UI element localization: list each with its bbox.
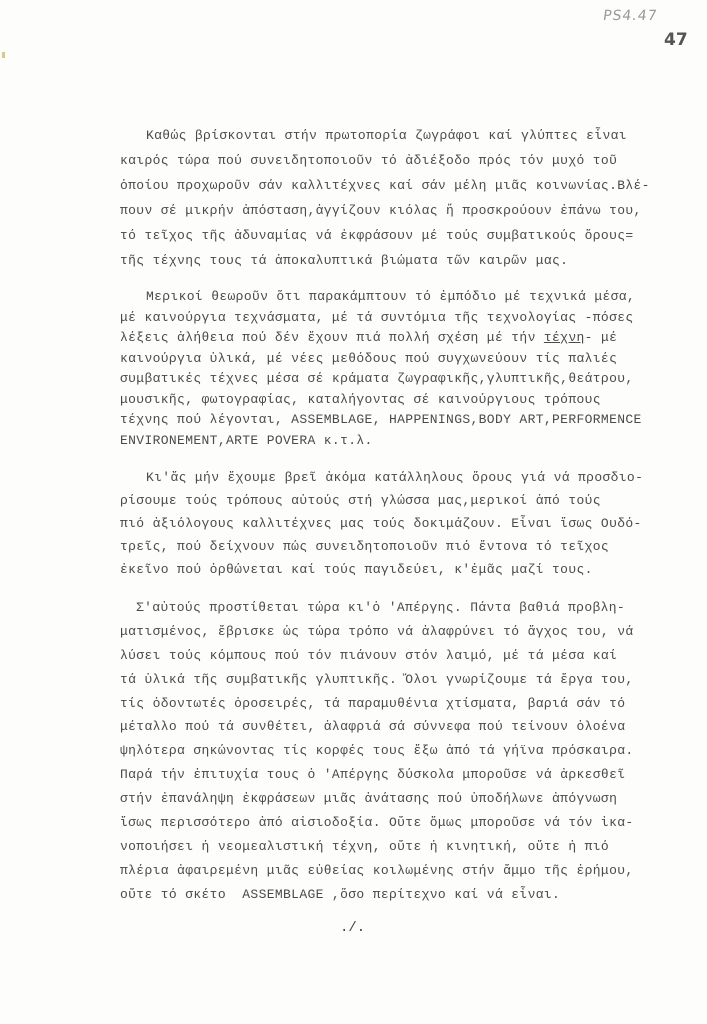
- text-line: μέταλλο πού τά συνθέτει, ἀλαφριά σά σύννεφα πού τείνουν ὁλοένα: [120, 719, 626, 735]
- text-line: Μερικοί θεωροῦν ὅτι παρακάμπτουν τό ἐμπόδιο μέ τεχνικά μέσα,: [146, 289, 636, 304]
- text-line: Σ'αὐτούς προστίθεται τώρα κι'ὁ 'Απέργης. Πάντα βαθιά προβλη-: [136, 600, 626, 615]
- text-line: τῆς τέχνης τους τά ἀποκαλυπτικά βιώματα τῶν καιρῶν μας.: [120, 253, 569, 268]
- underlined-word: τέχνη: [543, 330, 585, 345]
- text-line: ὁποίου προχωροῦν σάν καλλιτέχνες καί σάν μέλη μιᾶς κοινωνίας.Βλέ-: [120, 178, 650, 193]
- text-line: καιρός τώρα πού συνειδητοποιοῦν τό ἀδιέξοδο πρός τόν μυχό τοῦ: [120, 153, 618, 168]
- text-line: καινούργια ὑλικά, μέ νέες μεθόδους πού συγχωνεύουν τίς παλιές: [120, 350, 618, 366]
- text-line: ἴσως περισσότερο ἀπό αἰσιοδοξία. Οὔτε ὅμως μποροῦσε νά τόν ἱκα-: [120, 815, 634, 831]
- paragraph-3: [120, 466, 643, 581]
- page-number: 47: [664, 30, 688, 50]
- text-line: Κι'ἄς μήν ἔχουμε βρεῖ ἀκόμα κατάλληλους ὅρους γιά νά προσδιο-: [146, 470, 644, 485]
- archive-reference: PS4.47: [601, 8, 659, 24]
- text-line: πουν σέ μικρήν ἀπόσταση,ἀγγίζουν κιόλας ἤ προσκρούουν ἐπάνω του,: [120, 203, 642, 218]
- text-line: τίς ὀδοντωτές ὀροσειρές, τά παραμυθένια χτίσματα, βαριά σάν τό: [120, 695, 626, 711]
- paragraph-1: [120, 123, 650, 273]
- text-line: μουσικῆς, φωτογραφίας, καταλήγοντας σέ καινούργιους τρόπους: [120, 391, 601, 407]
- text-line: νοποιήσει ἡ νεομεαλιστική τέχνη, οὔτε ἡ κινητική, οὔτε ἡ πιό: [120, 838, 610, 854]
- text-line: Καθώς βρίσκονται στήν πρωτοπορία ζωγράφοι καί γλύπτες εἶναι: [146, 128, 627, 143]
- text-line: τό τεῖχος τῆς ἀδυναμίας νά ἐκφράσουν μέ τούς συμβατικούς ὅρους=: [120, 228, 634, 243]
- text-line: στήν ἐπανάληψη ἐκφράσεων μιᾶς ἀνάτασης πού ὑποδήλωνε ἀπόγνωση: [120, 791, 618, 807]
- text-line: ματισμένος, ἔβρισκε ὡς τώρα τρόπο νά ἀλαφρύνει τό ἄγχος του, νά: [120, 623, 634, 639]
- text-line: τά ὑλικά τῆς συμβατικῆς γλυπτικῆς. Ὅλοι γνωρίζουμε τά ἔργα του,: [120, 671, 634, 687]
- paragraph-4: [120, 596, 634, 907]
- text-line: ρίσουμε τούς τρόπους αὐτούς στή γλώσσα μας,μερικοί ἀπό τούς: [120, 493, 601, 508]
- text-line: λύσει τούς κόμπους πού τόν πιάνουν στόν λαιμό, μέ τά μέσα καί: [120, 647, 618, 663]
- end-mark: ./.: [340, 920, 366, 936]
- text-line: ψηλότερα σηκώνοντας τίς κορφές τους ἔξω ἀπό τά γήϊνα πρόσκαιρα.: [120, 743, 634, 759]
- paper-mark: [2, 52, 5, 58]
- text-line: τέχνης πού λέγονται, ASSEMBLAGE, HAPPENINGS,BODY ART,PERFORMENCE: [120, 412, 642, 427]
- text-line: οὔτε τό σκέτο ASSEMBLAGE ,ὅσο περίτεχνο καί νά εἶναι.: [120, 886, 561, 902]
- text-line: λέξεις ἀλήθεια πού δέν ἔχουν πιά πολλή σχέση μέ τήν τέχνη- μέ: [120, 330, 618, 345]
- text-line: ENVIRONEMENT,ARTE POVERA κ.τ.λ.: [120, 432, 373, 448]
- text-line: συμβατικές τέχνες μέσα σέ κράματα ζωγραφικῆς,γλυπτικῆς,θεάτρου,: [120, 371, 634, 386]
- text-line: μέ καινούργια τεχνάσματα, μέ τά συντόμια τῆς τεχνολογίας -πόσες: [120, 309, 634, 325]
- text-line: πλέρια ἀφαιρεμένη μιᾶς εὐθείας κοιλωμένης στήν ἄμμο τῆς ἐρήμου,: [120, 862, 634, 878]
- text-line: Παρά τήν ἐπιτυχία τους ὁ 'Απέργης δύσκολα μποροῦσε νά ἀρκεσθεῖ: [120, 767, 626, 783]
- text-line: πιό ἀξιόλογους καλλιτέχνες μας τούς δοκιμάζουν. Εἶναι ἴσως Ουδό-: [120, 516, 642, 531]
- text-line: ἐκεῖνο πού ὀρθώνεται καί τούς παγιδεύει, κ'ἐμᾶς μαζί τους.: [120, 562, 593, 577]
- paragraph-2: [120, 287, 642, 451]
- text-line: τρεῖς, πού δείχνουν πώς συνειδητοποιοῦν πιό ἔντονα τό τεῖχος: [120, 539, 610, 554]
